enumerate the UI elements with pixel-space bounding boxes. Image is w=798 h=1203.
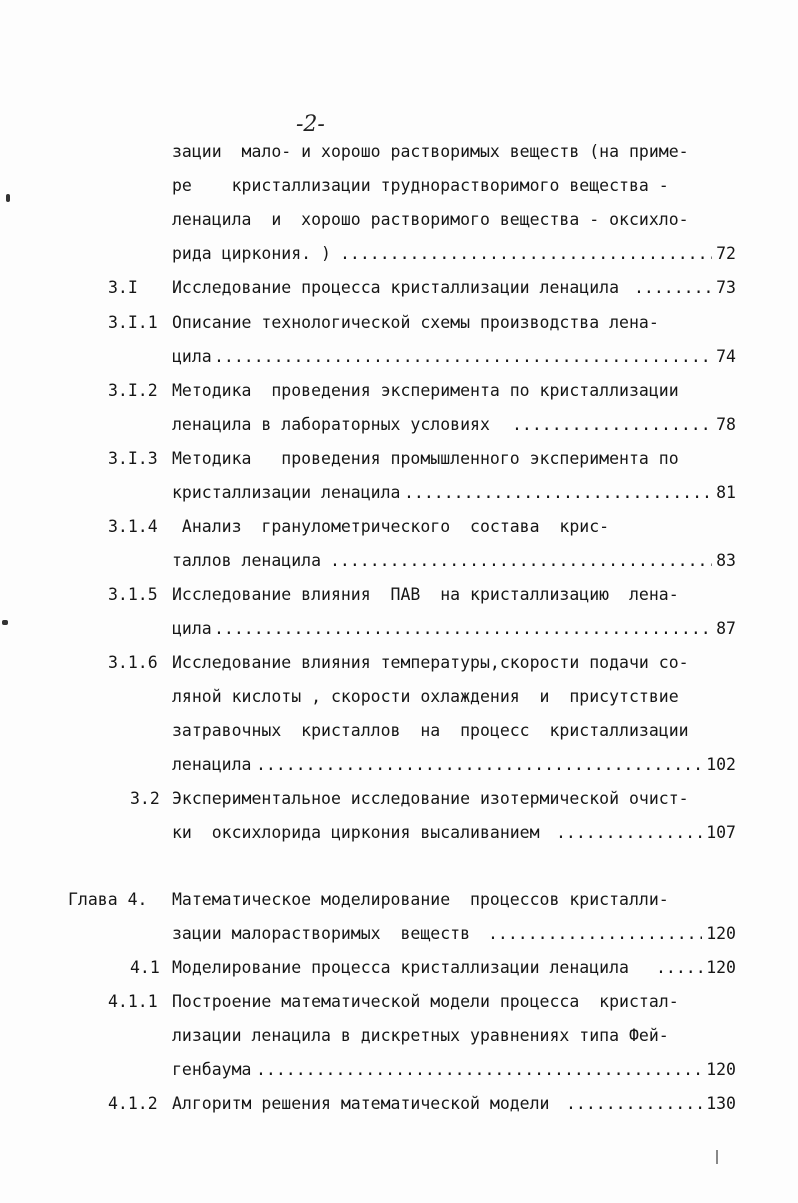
toc-page-number: 72 (716, 244, 736, 263)
toc-entry-title: Описание технологической схемы производства лена- (172, 313, 659, 332)
toc-entry-title: Исследование процесса кристаллизации ленацила (172, 278, 620, 297)
toc-page-number: 120 (706, 924, 736, 943)
dot-leader (556, 823, 702, 843)
toc-section-number: 4.1.2 (108, 1094, 158, 1113)
dot-leader (512, 415, 712, 435)
dot-leader (566, 1094, 702, 1114)
toc-entry-title: генбаума (172, 1060, 252, 1079)
toc-section-number: 4.1 (130, 958, 160, 977)
toc-entry-title: Исследование влияния температуры,скорости подачи со- (172, 653, 689, 672)
toc-entry-title: Методика проведения промышленного эксперимента по (172, 449, 679, 468)
toc-entry-title: ленацила в лабораторных условиях (172, 415, 500, 434)
toc-page-number: 107 (706, 823, 736, 842)
toc-entry-title: Экспериментальное исследование изотермической очист- (172, 789, 689, 808)
toc-entry-title: Анализ гранулометрического состава крис- (172, 517, 610, 536)
toc-section-number: 3.I (108, 278, 138, 297)
toc-page-number: 87 (716, 619, 736, 638)
toc-line: рида циркония. ) (172, 244, 331, 263)
dot-leader (256, 755, 702, 775)
toc-page-number: 83 (716, 551, 736, 570)
toc-entry-title: зации малорастворимых веществ (172, 924, 471, 943)
toc-section-number: 3.1.6 (108, 653, 158, 672)
dot-leader (340, 244, 712, 264)
toc-page-number: 120 (706, 958, 736, 977)
toc-entry-title: лизации ленацила в дискретных уравнениях типа Фей- (172, 1026, 669, 1045)
scan-speck (716, 1150, 718, 1164)
dot-leader (634, 278, 714, 298)
dot-leader (404, 483, 712, 503)
toc-section-number: 3.1.5 (108, 585, 158, 604)
toc-chapter-number: Глава 4. (68, 890, 148, 909)
toc-entry-title: Построение математической модели процесса кристал- (172, 992, 679, 1011)
toc-entry-title: ленацила (172, 755, 252, 774)
dot-leader (256, 1060, 702, 1080)
toc-section-number: 3.2 (130, 789, 160, 808)
toc-section-number: 3.1.4 (108, 517, 158, 536)
toc-entry-title: кристаллизации ленацила (172, 483, 401, 502)
toc-section-number: 3.I.3 (108, 449, 158, 468)
dot-leader (656, 958, 702, 978)
toc-entry-title: цила (172, 619, 212, 638)
page-number: -2- (296, 112, 325, 137)
toc-entry-title: таллов ленацила (172, 551, 322, 570)
toc-entry-title: затравочных кристаллов на процесс кристаллизации (172, 721, 689, 740)
toc-line: зации мало- и хорошо растворимых веществ (на приме- (172, 142, 689, 161)
toc-page-number: 81 (716, 483, 736, 502)
dot-leader (214, 347, 712, 367)
toc-page-number: 78 (716, 415, 736, 434)
dot-leader (488, 924, 702, 944)
toc-page-number: 73 (716, 278, 736, 297)
toc-section-number: 3.I.1 (108, 313, 158, 332)
toc-section-number: 4.1.1 (108, 992, 158, 1011)
toc-line: ре кристаллизации труднорастворимого вещества - (172, 176, 669, 195)
toc-entry-title: цила (172, 347, 212, 366)
toc-page-number: 102 (706, 755, 736, 774)
dot-leader (214, 619, 712, 639)
toc-entry-title: ляной кислоты , скорости охлаждения и присутствие (172, 687, 679, 706)
toc-entry-title: Моделирование процесса кристаллизации ленацила (172, 958, 629, 977)
toc-entry-title: Исследование влияния ПАВ на кристаллизацию лена- (172, 585, 679, 604)
scan-speck (2, 620, 8, 625)
toc-section-number: 3.I.2 (108, 381, 158, 400)
dot-leader (330, 551, 712, 571)
toc-entry-title: Методика проведения эксперимента по кристаллизации (172, 381, 679, 400)
scan-speck (6, 194, 10, 202)
toc-page-number: 74 (716, 347, 736, 366)
toc-line: ленацила и хорошо растворимого вещества - оксихло- (172, 210, 689, 229)
toc-entry-title: ки оксихлорида циркония высаливанием (172, 823, 540, 842)
toc-entry-title: Математическое моделирование процессов кристалли- (172, 890, 669, 909)
toc-entry-title: Алгоритм решения математической модели (172, 1094, 550, 1113)
toc-page-number: 120 (706, 1060, 736, 1079)
toc-page-number: 130 (706, 1094, 736, 1113)
